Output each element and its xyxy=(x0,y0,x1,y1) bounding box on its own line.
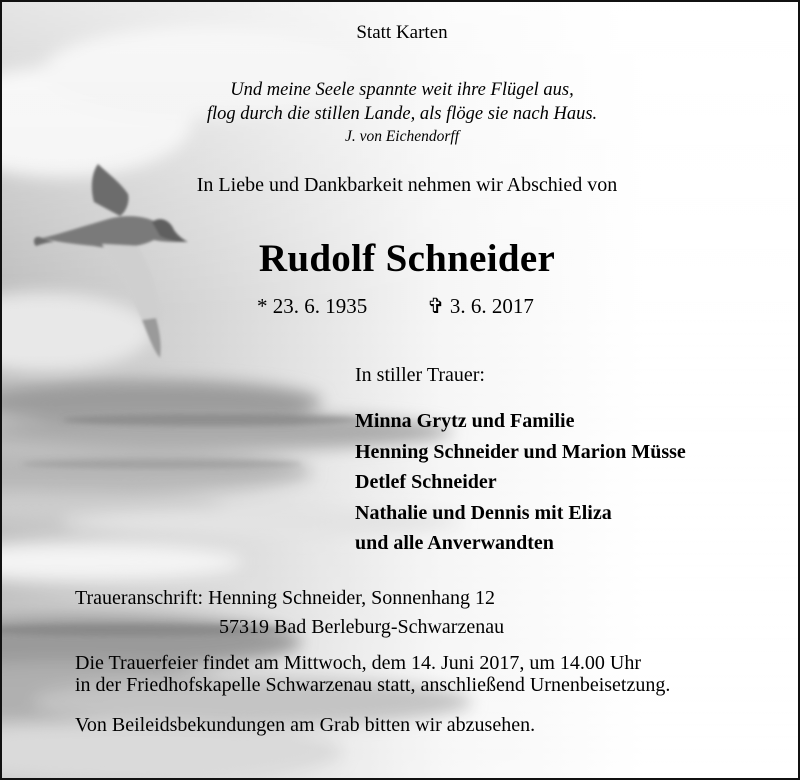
birth-date: * 23. 6. 1935 xyxy=(257,294,368,318)
ceremony-line-1: Die Trauerfeier findet am Mittwoch, dem 14. Juni 2017, um 14.00 Uhr xyxy=(75,652,642,674)
header-statt-karten: Statt Karten xyxy=(356,22,448,43)
mourner-item: Detlef Schneider xyxy=(355,471,497,493)
poem-line-1: Und meine Seele spannte weit ihre Flügel aus, xyxy=(230,80,574,100)
poem-author: J. von Eichendorff xyxy=(344,128,460,145)
mourning-address-line-2: 57319 Bad Berleburg-Schwarzenau xyxy=(219,616,505,638)
mourner-item: und alle Anverwandten xyxy=(355,532,554,554)
mourner-item: Henning Schneider und Marion Müsse xyxy=(355,440,686,463)
farewell-intro: In Liebe und Dankbarkeit nehmen wir Abschied von xyxy=(196,174,618,196)
ceremony-line-2: in der Friedhofskapelle Schwarzenau statt, anschließend Urnenbeisetzung. xyxy=(75,674,671,696)
mourner-item: Minna Grytz und Familie xyxy=(355,410,575,432)
mourner-item: Nathalie und Dennis mit Eliza xyxy=(355,501,612,524)
mourners-list xyxy=(355,406,686,559)
mourning-label: In stiller Trauer: xyxy=(355,364,485,386)
mourning-address-line-1: Traueranschrift: Henning Schneider, Sonnenhang 12 xyxy=(75,587,496,609)
closing-note: Von Beileidsbekundungen am Grab bitten wir abzusehen. xyxy=(75,714,536,736)
deceased-name: Rudolf Schneider xyxy=(258,237,556,280)
funeral-ceremony-info xyxy=(75,652,670,696)
poem-line-2: flog durch die stillen Lande, als flöge sie nach Haus. xyxy=(206,104,598,124)
death-date: ✞ 3. 6. 2017 xyxy=(427,294,534,318)
poem-quote xyxy=(2,78,800,147)
